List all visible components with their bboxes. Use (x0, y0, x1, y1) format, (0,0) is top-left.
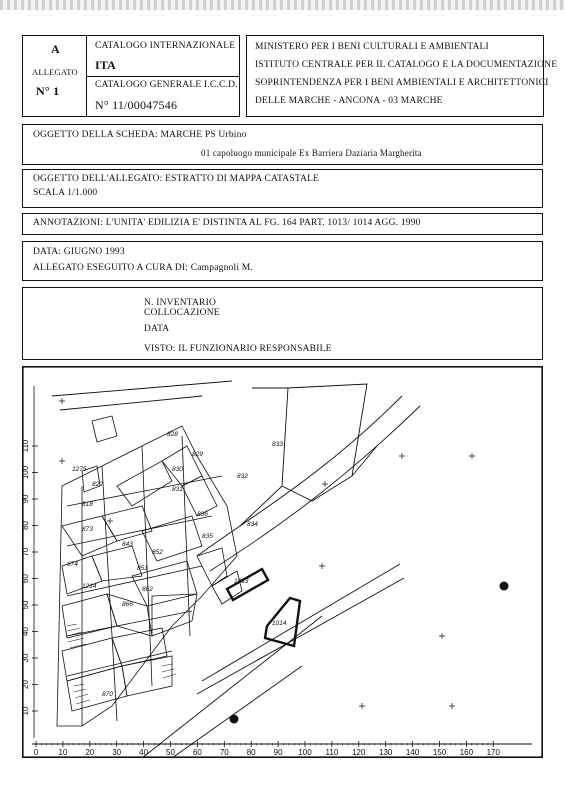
y-tick-label: 40 (21, 627, 30, 636)
reference-dot (230, 715, 239, 724)
data-line-1: DATA: GIUGNO 1993 (33, 247, 125, 257)
x-tick-label: 80 (246, 748, 256, 757)
x-tick-label: 110 (325, 748, 339, 757)
annotazioni-text: ANNOTAZIONI: L'UNITA' EDILIZIA E' DISTINTA AL FG. 164 PART. 1013/ 1014 AGG. 1990 (33, 218, 421, 228)
y-tick-label: 100 (21, 465, 30, 480)
parcel-label: 835 (202, 533, 213, 540)
catalogo-internazionale-value: ITA (95, 58, 117, 72)
parcel-label: 828 (167, 431, 178, 438)
oggetto-scheda-line-1: OGGETTO DELLA SCHEDA: MARCHE PS Urbino (33, 130, 247, 140)
ministero-line-1: MINISTERO PER I BENI CULTURALI E AMBIENTALI (255, 42, 489, 52)
x-tick-label: 20 (85, 748, 95, 757)
catalogo-internazionale-label: CATALOGO INTERNAZIONALE (95, 41, 236, 51)
y-tick-label: 110 (21, 439, 30, 453)
inventario-data-label: DATA (144, 324, 170, 334)
parcel-label: 1275 (72, 466, 87, 473)
parcel-label: 873 (82, 526, 93, 533)
allegato-letter: A (51, 42, 60, 56)
y-tick-label: 50 (21, 600, 30, 610)
ministero-box (246, 35, 558, 117)
x-tick-label: 10 (58, 748, 68, 757)
data-box (22, 241, 543, 281)
ministero-line-3: SOPRINTENDENZA PER I BENI AMBIENTALI E ARCHITETTONICI (255, 78, 549, 88)
collocazione-label: COLLOCAZIONE (144, 308, 220, 318)
cadastral-map (22, 366, 543, 758)
scan-edge (0, 0, 565, 10)
parcel-label: 851 (137, 565, 148, 572)
x-tick-label: 60 (192, 748, 202, 757)
oggetto-scheda-line-2: 01 capoluogo municipale Ex Barriera Daziaria Margherita (201, 148, 422, 158)
y-tick-label: 90 (21, 494, 30, 504)
reference-dot (500, 582, 509, 591)
x-tick-label: 100 (298, 748, 312, 757)
parcel-label: 832 (237, 473, 248, 480)
allegato-number: N° 1 (36, 84, 60, 98)
parcel-label: 1014 (272, 620, 287, 627)
x-tick-label: 50 (166, 748, 175, 757)
x-tick-label: 0 (33, 748, 39, 757)
y-tick-label: 20 (21, 680, 30, 689)
x-tick-label: 30 (112, 748, 122, 757)
inventario-label: N. INVENTARIO (144, 298, 217, 308)
y-tick-label: 30 (21, 653, 30, 663)
y-tick-label: 70 (21, 547, 30, 557)
parcel-label: 822 (92, 481, 103, 488)
ministero-line-2: ISTITUTO CENTRALE PER IL CATALOGO E LA DOCUMENTAZIONE (255, 60, 558, 70)
parcel-label: 862 (142, 586, 153, 593)
parcel-label: 836 (197, 511, 208, 518)
parcel-label: 874 (67, 561, 78, 568)
parcel-label: 833 (272, 441, 283, 448)
x-tick-label: 130 (379, 748, 393, 757)
y-tick-label: 60 (21, 574, 30, 583)
parcel-label: 866 (122, 601, 133, 608)
oggetto-allegato-line-2: SCALA 1/1.000 (33, 188, 98, 198)
parcel-label: 834 (247, 521, 258, 528)
inventario-box (22, 287, 543, 360)
catalogo-generale-label: CATALOGO GENERALE I.C.C.D. (95, 80, 238, 90)
annotazioni-box (22, 213, 543, 235)
parcel-label: 818 (82, 501, 93, 508)
x-tick-label: 150 (432, 748, 447, 757)
catalogo-box (86, 35, 240, 117)
parcel-label: 1013 (234, 578, 249, 585)
x-tick-label: 120 (352, 748, 366, 757)
oggetto-scheda-box (22, 124, 543, 165)
data-line-2: ALLEGATO ESEGUITO A CURA DI: Campagnoli M. (33, 263, 253, 273)
y-tick-label: 80 (21, 521, 30, 530)
x-tick-label: 90 (273, 748, 283, 757)
parcel-label: 829 (192, 451, 203, 458)
visto-label: VISTO: IL FUNZIONARIO RESPONSABILE (144, 344, 332, 354)
x-tick-label: 70 (219, 748, 229, 757)
parcel-label: 852 (152, 549, 163, 556)
y-tick-label: 10 (21, 706, 30, 716)
catalogo-generale-value: N° 11/00047546 (95, 98, 178, 112)
parcel-label: 870 (102, 691, 113, 698)
x-tick-label: 140 (405, 748, 420, 757)
catalogo-divider (87, 76, 239, 77)
allegato-label: ALLEGATO (32, 67, 78, 77)
x-tick-label: 160 (459, 748, 474, 757)
parcel-label: 830 (172, 466, 183, 473)
allegato-box (22, 35, 87, 117)
oggetto-allegato-box (22, 169, 543, 208)
parcel-label: 831 (172, 486, 183, 493)
parcel-label: 843 (122, 541, 133, 548)
parcel-label: 1214 (82, 583, 97, 590)
x-tick-label: 170 (486, 748, 500, 757)
ministero-line-4: DELLE MARCHE - ANCONA - 03 MARCHE (255, 96, 443, 106)
oggetto-allegato-line-1: OGGETTO DELL'ALLEGATO: ESTRATTO DI MAPPA CATASTALE (33, 174, 320, 184)
x-tick-label: 40 (139, 748, 149, 757)
